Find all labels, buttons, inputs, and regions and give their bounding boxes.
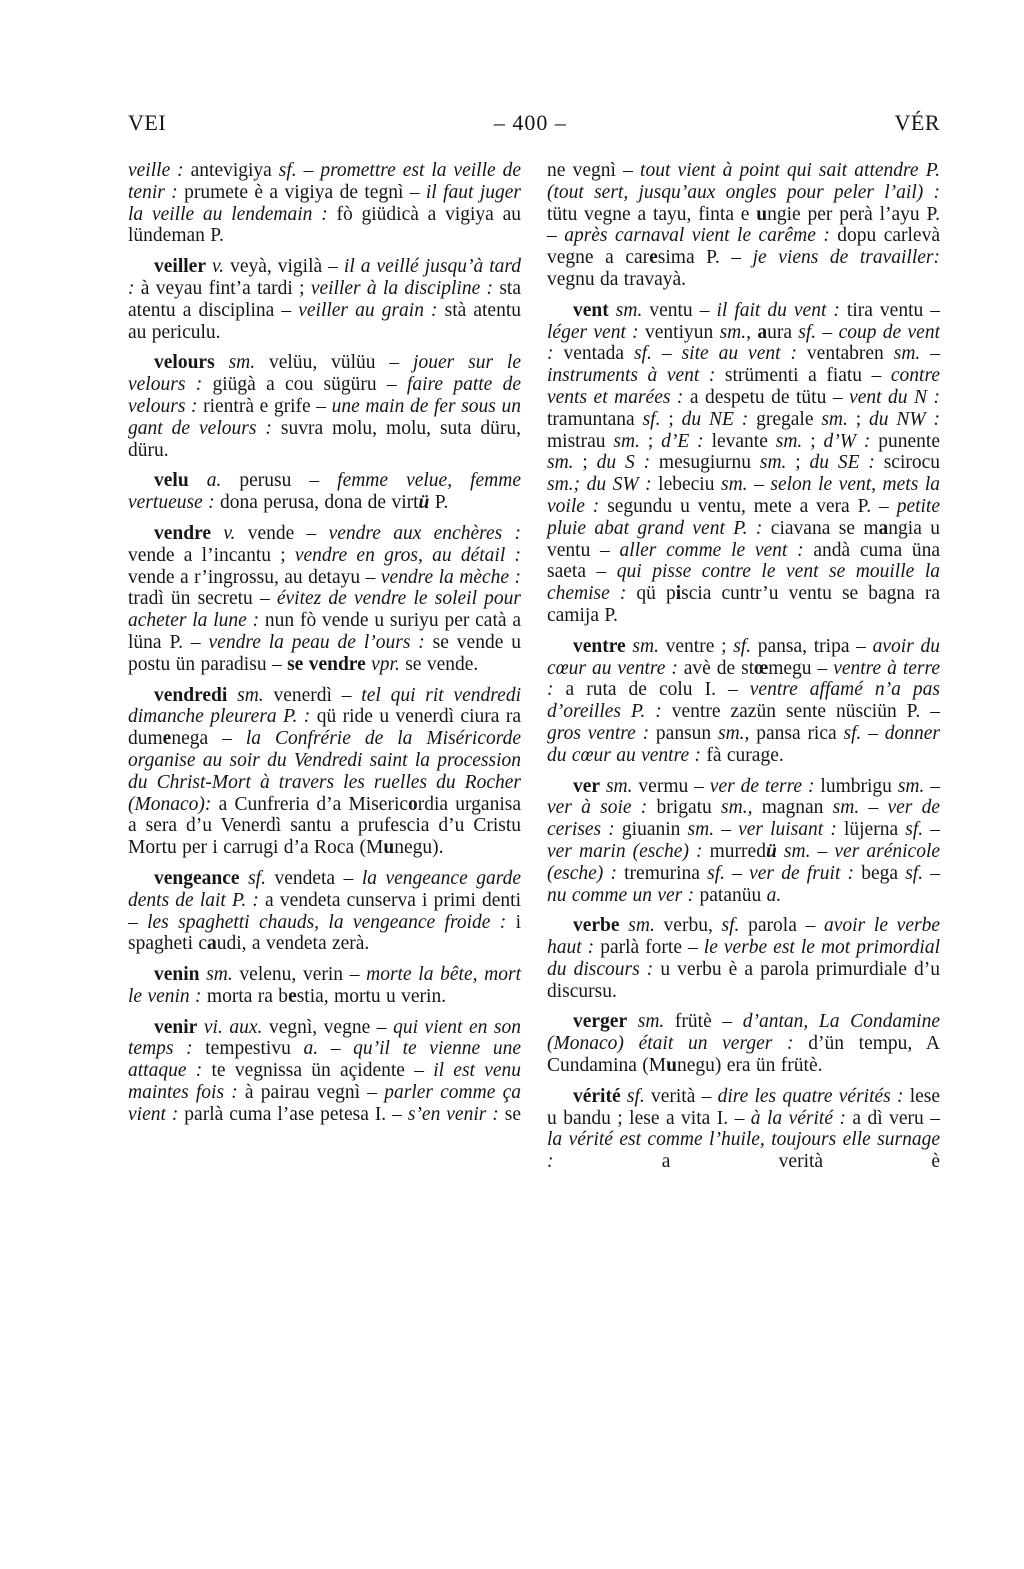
text-run: dona perusa, dona de virt xyxy=(214,492,419,514)
text-run: une main de fer sous un gant de velours : xyxy=(128,395,521,439)
text-run: veille : xyxy=(128,160,184,181)
text-run: sm. xyxy=(893,343,921,365)
text-run: a dì veru – xyxy=(845,1107,940,1129)
text-run: sm. xyxy=(605,775,633,797)
text-run: stà atentu au periculu. xyxy=(128,299,522,343)
dictionary-entry xyxy=(547,1086,940,1173)
text-run: sm. xyxy=(687,819,715,841)
text-run: je viens de travailler: xyxy=(752,247,940,269)
text-run: – xyxy=(923,819,940,841)
dictionary-entry xyxy=(547,300,940,627)
text-run: vendre aux enchères : xyxy=(328,522,521,544)
text-run: sf. xyxy=(707,862,726,884)
text-run xyxy=(777,841,784,862)
guide-word-left: VEI xyxy=(128,110,167,135)
text-run: sf. xyxy=(642,408,661,430)
text-run: o xyxy=(408,793,418,815)
text-run: ver marin (esche) : xyxy=(547,840,703,862)
dictionary-entry xyxy=(128,523,521,676)
text-run: parola – xyxy=(739,915,825,937)
text-run: a despetu de tütu – xyxy=(683,386,850,408)
text-run: ü xyxy=(418,492,430,514)
text-run: ; xyxy=(639,430,662,452)
text-run: il a veillé jusqu’à tard : xyxy=(128,256,521,299)
text-run: avoir le verbe haut : xyxy=(547,915,940,959)
text-run: sm. xyxy=(237,684,264,706)
text-run: a vendeta cunserva i primi denti – xyxy=(128,889,521,933)
text-run: ventre ; xyxy=(658,635,734,657)
text-run: à la vérité : xyxy=(750,1107,846,1129)
text-run: veiller à la discipline : xyxy=(310,277,494,299)
page-number: – 400 – xyxy=(493,110,567,135)
text-run: ü xyxy=(765,840,777,862)
text-run xyxy=(627,1011,638,1032)
text-run: negu). xyxy=(394,837,444,859)
text-run: venir xyxy=(154,1016,198,1038)
text-run: ver xyxy=(573,775,601,797)
text-run: vengeance xyxy=(154,867,240,889)
text-run: à veyau fint’a tardi ; xyxy=(134,277,311,299)
text-run: a xyxy=(878,517,889,539)
text-run: velüu, vülüu – xyxy=(255,352,414,374)
text-run: d’E : xyxy=(661,430,704,452)
text-run: prumete è a vigiya de tegnì – xyxy=(177,181,426,203)
dictionary-entry xyxy=(547,636,940,767)
dictionary-entry xyxy=(547,776,940,907)
text-run: se xyxy=(498,1103,521,1125)
text-run: perusu – xyxy=(221,470,338,492)
text-run: negu) era ün frütè. xyxy=(676,1055,823,1077)
text-run: scirocu xyxy=(874,452,940,474)
dictionary-entry xyxy=(128,470,521,514)
text-run: mistrau xyxy=(547,430,614,452)
text-run: ventiyun xyxy=(638,321,720,343)
text-run: a xyxy=(757,321,768,343)
text-run: sm., xyxy=(717,722,750,744)
text-run: sm. xyxy=(759,452,787,474)
text-run: promettre est la veille de tenir : xyxy=(128,160,522,203)
text-run: ; xyxy=(847,408,870,430)
text-run: – xyxy=(318,1038,354,1060)
text-run: vendredi xyxy=(154,684,228,706)
text-run: sf. xyxy=(721,915,740,937)
text-run: vérité xyxy=(573,1085,621,1107)
text-run: qü ride u venerdì ciura ra dum xyxy=(128,706,521,750)
text-run: ngia u ventu – xyxy=(547,517,940,561)
text-run: venerdì – xyxy=(263,684,362,706)
text-run: d’W : xyxy=(823,430,871,452)
text-run: lumbrigu xyxy=(814,775,898,797)
text-run: veiller xyxy=(154,256,206,278)
text-run: sm. xyxy=(721,474,748,496)
text-run: petite pluie abat grand vent P. : xyxy=(547,495,940,539)
dictionary-entry xyxy=(547,1011,940,1076)
text-run: venin xyxy=(154,964,200,986)
text-run: v. xyxy=(211,256,225,278)
text-run: tira ventu – xyxy=(839,299,940,321)
text-run xyxy=(211,523,223,544)
text-run: a. xyxy=(303,1038,319,1060)
text-run: se vendre xyxy=(287,653,366,675)
text-run: sm. xyxy=(547,452,574,474)
dictionary-entry xyxy=(128,964,521,1008)
text-run: dopu carlevà vegne a car xyxy=(547,225,940,269)
text-run: selon le vent, mets la voile : xyxy=(547,474,940,517)
text-run: avè de st xyxy=(677,657,755,679)
text-run: sm. xyxy=(228,352,256,374)
text-run: verger xyxy=(573,1011,628,1033)
text-run: suvra molu, molu, suta düru, düru. xyxy=(128,417,521,461)
text-run: velu xyxy=(154,470,189,492)
dictionary-entry xyxy=(547,915,940,1002)
text-run: fò giüdicà a vigiya au lündeman P. xyxy=(128,203,521,247)
text-run: tel qui rit vendredi dimanche pleurera P. : xyxy=(128,684,521,728)
text-run: il fait du vent : xyxy=(716,299,840,321)
text-run: – xyxy=(924,775,940,797)
dictionary-entry xyxy=(128,868,521,955)
text-run: ventre xyxy=(573,635,626,657)
text-run: – xyxy=(296,160,321,181)
text-run: sm. xyxy=(632,635,659,657)
text-run xyxy=(609,300,616,321)
guide-word-right: VÉR xyxy=(894,110,940,135)
text-run: – xyxy=(747,474,771,496)
text-run: sm. xyxy=(628,915,655,937)
text-run: a. xyxy=(206,470,222,492)
text-run: ciavana se m xyxy=(762,517,879,539)
text-run: sf. xyxy=(905,819,924,841)
text-run: – xyxy=(859,797,888,819)
text-run: mesugiurnu xyxy=(650,452,760,474)
text-run: la Confrérie de la Miséricorde organise au soir du Vendredi saint la procession du Christ-Mort à travers les ruelles du Rocher (Monaco): xyxy=(128,728,521,815)
dictionary-entry xyxy=(128,352,521,461)
text-run: ; xyxy=(573,452,597,474)
text-run: ventre affamé n’a pas d’oreilles P. : xyxy=(547,679,940,723)
text-run: ne vegnì – xyxy=(547,160,641,181)
text-run: verbe xyxy=(573,915,620,937)
text-run: sf. xyxy=(634,343,652,365)
text-run: tempestivu xyxy=(192,1038,304,1060)
text-run: vende a r’ingrossu, au detayu – xyxy=(128,566,381,588)
text-run: gros ventre : xyxy=(547,722,650,744)
text-run: sm. xyxy=(897,775,925,797)
text-run: e xyxy=(288,985,297,1007)
text-run: du NE : xyxy=(681,408,749,430)
text-run: sm., xyxy=(721,797,753,819)
text-run: a ruta de colu I. – xyxy=(553,679,750,701)
text-run: femme velue, femme vertueuse : xyxy=(128,470,522,514)
text-run: stia, mortu u verin. xyxy=(296,985,447,1007)
text-run: à pairau vegnì – xyxy=(237,1082,385,1104)
text-run: parlà forte – xyxy=(594,937,704,959)
text-run: donner du cœur au ventre : xyxy=(547,722,940,766)
text-run: nega – xyxy=(171,728,246,750)
text-run: ; xyxy=(660,408,682,430)
text-run: instruments à vent : xyxy=(547,365,716,387)
text-run: qü p xyxy=(626,583,676,605)
text-run: murred xyxy=(702,840,766,862)
text-run: ; xyxy=(802,430,824,452)
text-run: vendeta – xyxy=(265,867,362,889)
text-run: morta ra b xyxy=(201,985,289,1007)
text-run: udi, a vendeta zerà. xyxy=(216,933,370,955)
text-run xyxy=(189,470,207,491)
text-run: sima P. – xyxy=(657,247,753,269)
text-run: ura xyxy=(767,321,799,343)
text-run: a. xyxy=(766,884,782,906)
text-run: – xyxy=(923,862,940,884)
text-run: – xyxy=(725,862,750,884)
text-run xyxy=(240,868,249,889)
text-run: rientrà e grife – xyxy=(197,395,332,417)
text-run: vent xyxy=(573,299,609,321)
text-run: ventre à terre : xyxy=(547,657,940,701)
text-run: sm.; xyxy=(547,474,581,496)
dictionary-entry xyxy=(128,160,521,247)
text-run: sm. xyxy=(206,964,233,986)
dictionary-entry xyxy=(128,256,521,343)
text-run: a xyxy=(207,933,217,955)
text-run: – xyxy=(810,840,835,862)
text-run: qui vient en son temps : xyxy=(128,1016,522,1060)
text-run: sf. xyxy=(278,160,297,181)
text-run: sf. xyxy=(733,635,752,657)
text-run: tradì ün secretu – xyxy=(128,588,277,610)
text-run: parlà cuma l’ase petesa I. – xyxy=(178,1103,408,1125)
text-run: punente xyxy=(870,430,940,452)
text-run: qui pisse contre le vent se mouille la chemise : xyxy=(547,561,940,605)
text-run: lebeciu xyxy=(651,474,722,496)
text-run: la vengeance garde dents de lait P. : xyxy=(128,867,522,911)
text-run: antevigiya xyxy=(183,160,279,181)
text-run: il est venu maintes fois : xyxy=(128,1060,522,1104)
text-run: morte la bête, mort le venin : xyxy=(128,964,522,1007)
text-run: sf. xyxy=(843,722,862,744)
text-run: i spagheti c xyxy=(128,911,521,955)
text-run: du S : xyxy=(596,452,651,474)
text-run: pansun xyxy=(649,722,718,744)
text-run: vermu – xyxy=(632,775,710,797)
text-run: a Cunfreria d’a Miseric xyxy=(211,793,409,815)
text-run: bega xyxy=(854,862,906,884)
text-run: i xyxy=(675,583,682,605)
dictionary-entry xyxy=(128,1017,521,1126)
text-run: jouer sur le velours : xyxy=(128,352,521,396)
text-run xyxy=(215,352,229,373)
column-left xyxy=(128,160,521,1410)
text-run: vent du N : xyxy=(849,386,940,408)
text-run: veyà, vigilà – xyxy=(224,256,344,278)
text-run: – xyxy=(714,819,739,841)
text-run: tout vient à point qui sait attendre P. (tout sert, jusqu’aux ongles pour peler l’ail) : xyxy=(547,160,940,203)
text-run: le verbe est le mot primordial du discours : xyxy=(547,937,940,980)
text-run: verità – xyxy=(644,1085,718,1107)
text-run: sm. xyxy=(615,299,643,321)
text-run: s’en venir : xyxy=(407,1103,499,1125)
text-run: andà cuma üna saeta – xyxy=(547,539,940,583)
text-run: megu – xyxy=(768,657,834,679)
text-run: patanüu xyxy=(694,884,767,906)
text-run: du SE : xyxy=(809,452,875,474)
text-run: e xyxy=(162,728,172,750)
text-run: tremurina xyxy=(616,862,708,884)
text-run: vende a l’incantu ; xyxy=(128,544,295,566)
text-run: vendre la mèche : xyxy=(380,566,521,588)
text-run: sta atentu a disciplina – xyxy=(128,277,521,321)
text-run: sm., xyxy=(719,321,751,343)
text-run: veiller au grain : xyxy=(298,299,438,321)
text-run: sf. xyxy=(798,321,817,343)
text-run: giügà a cou sügüru – xyxy=(202,374,407,396)
text-run: a verità è xyxy=(553,1151,940,1173)
text-run: e xyxy=(649,247,658,269)
text-run: velours xyxy=(154,352,215,374)
text-run: te vegnissa ün açidente – xyxy=(202,1060,434,1082)
text-run: fà curage. xyxy=(701,744,784,766)
column-right xyxy=(547,160,940,1410)
text-run: gregale xyxy=(748,408,822,430)
text-run: dire les quatre vérités : xyxy=(717,1085,904,1107)
text-run: sm. xyxy=(783,840,811,862)
text-run: – xyxy=(861,722,885,744)
text-run: pansa rica xyxy=(749,722,844,744)
text-run: la vérité est comme l’huile, toujours elle surnage : xyxy=(547,1129,940,1173)
text-run: ventu – xyxy=(642,299,717,321)
text-run: du NW : xyxy=(869,408,940,430)
text-columns xyxy=(128,160,940,1410)
text-run: – xyxy=(920,343,940,365)
text-run: d’antan, La Condamine (Monaco) était un verger : xyxy=(547,1011,940,1055)
text-run: faire patte de velours : xyxy=(128,374,522,417)
text-run: ngie per perà l’ayu P. – xyxy=(547,203,940,247)
text-run: sf. xyxy=(626,1085,645,1107)
text-run: P. xyxy=(429,492,449,514)
text-run: vendre xyxy=(154,522,212,544)
text-run: ver à soie : xyxy=(547,797,648,819)
text-run: vende – xyxy=(235,522,329,544)
text-run: frütè – xyxy=(664,1011,743,1033)
text-run: site au vent : xyxy=(681,343,797,365)
text-run: du SW : xyxy=(586,474,652,496)
text-run: il faut juger la veille au lendemain : xyxy=(128,181,521,225)
text-run: avoir du cœur au ventre : xyxy=(547,635,940,679)
text-run: ver arénicole (esche) : xyxy=(547,840,940,884)
text-run: pansa, tripa – xyxy=(751,635,873,657)
text-run: aller comme le vent : xyxy=(619,539,804,561)
text-run: u xyxy=(666,1055,677,1077)
text-run: vi. aux. xyxy=(203,1016,263,1038)
text-run: rdia urganisa a sera d’u Venerdì santu a prufescia d’u Cristu Mortu per i carrugi d’a Roca (M xyxy=(128,793,521,859)
text-run: coup de vent : xyxy=(547,321,940,365)
text-run: contre vents et marées : xyxy=(547,365,940,408)
text-run: sm. xyxy=(821,408,848,430)
text-run: – xyxy=(651,343,682,365)
text-run: sm. xyxy=(613,430,640,452)
text-run: parler comme ça vient : xyxy=(128,1082,521,1125)
text-run: d’ün tempu, A Cundamina (M xyxy=(547,1033,940,1077)
dictionary-entry xyxy=(547,160,940,291)
text-run: u xyxy=(756,203,768,225)
text-run: sm. xyxy=(775,430,803,452)
text-run: levante xyxy=(703,430,776,452)
text-run: ventabren xyxy=(796,343,894,365)
text-run: brigatu xyxy=(647,797,722,819)
text-run: segundu u ventu, mete a vera P. – xyxy=(599,495,897,517)
text-run: nun fò vende u suriyu per catà a lüna P. – xyxy=(128,610,521,653)
text-run: ventada xyxy=(553,343,635,365)
text-run: magnan xyxy=(752,797,833,819)
text-run: ver de fruit : xyxy=(749,862,855,884)
text-run: ver luisant : xyxy=(738,819,837,841)
text-run: sm. xyxy=(637,1011,665,1033)
text-run: strümenti a fiatu – xyxy=(715,365,891,387)
text-run: lese u bandu ; lese a vita I. – xyxy=(547,1085,940,1129)
text-run: ventre zazün sente nüsciün P. – xyxy=(661,701,940,723)
text-run xyxy=(620,915,629,936)
text-run: après carnaval vient le carême : xyxy=(564,225,830,247)
text-run: nu comme un ver : xyxy=(547,884,695,906)
text-run: ver de cerises : xyxy=(547,797,940,841)
text-run: vendre la peau de l’ours : xyxy=(208,631,425,653)
text-run: tütu vegne a tayu, finta e xyxy=(547,203,757,225)
text-run: évitez de vendre le soleil pour acheter la lune : xyxy=(128,588,521,632)
text-run: verbu, xyxy=(654,915,722,937)
text-run: velenu, verin – xyxy=(232,964,367,986)
text-run: ; xyxy=(786,452,810,474)
text-run: les spaghetti chauds, la vengeance froide : xyxy=(147,911,507,933)
text-run: œ xyxy=(754,657,769,679)
text-run: giuanin xyxy=(614,819,688,841)
text-run xyxy=(227,685,237,706)
text-run: tramuntana xyxy=(547,408,643,430)
text-run: u verbu è a parola primurdiale d’u discursu. xyxy=(547,958,940,1002)
text-run: sf. xyxy=(248,867,266,889)
text-run: vegnu da travayà. xyxy=(547,268,687,290)
text-run: vendre en gros, au détail : xyxy=(294,544,521,566)
text-run: ver de terre : xyxy=(709,775,815,797)
text-run: vegnì, vegne – xyxy=(262,1016,394,1038)
dictionary-entry xyxy=(128,685,521,859)
text-run: léger vent : xyxy=(547,321,639,343)
text-run: vpr. xyxy=(371,653,400,675)
text-run: lüjerna xyxy=(836,819,906,841)
text-run: sf. xyxy=(905,862,924,884)
text-run: sm. xyxy=(832,797,860,819)
text-run: u xyxy=(383,837,395,859)
page-header xyxy=(128,110,940,136)
text-run: se vende. xyxy=(399,653,479,675)
text-run: – xyxy=(816,321,839,343)
text-run: se vende u postu ün paradisu – xyxy=(128,631,521,675)
text-run: qu’il te vienne une attaque : xyxy=(128,1038,521,1082)
text-run: v. xyxy=(223,522,236,544)
text-run: scia cuntr’u ventu se bagna ra camija P. xyxy=(547,583,940,626)
